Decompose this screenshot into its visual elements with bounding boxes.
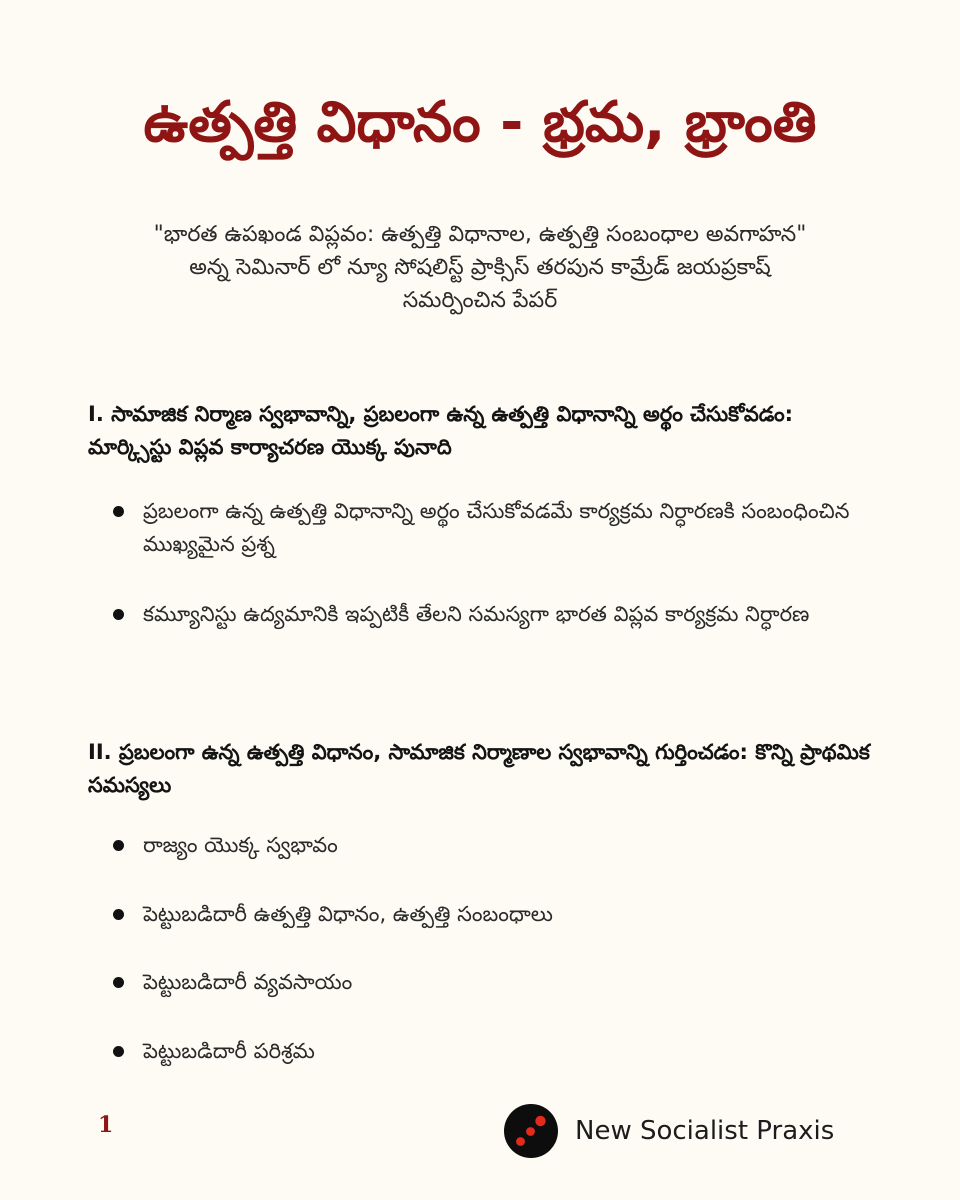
section-2	[88, 736, 878, 1067]
list-item-text: కమ్యూనిస్టు ఉద్యమానికి ఇప్పటికీ తేలని సమస్యగా భారత విప్లవ కార్యక్రమ నిర్ధారణ	[143, 602, 810, 627]
bullet-icon	[113, 977, 124, 988]
list-item-text: రాజ్యం యొక్క స్వభావం	[143, 833, 338, 858]
page-subtitle: "భారత ఉపఖండ విప్లవం: ఉత్పత్తి విధానాల, ఉత్పత్తి సంబంధాల అవగాహన" అన్న సెమినార్ లో న్యూ సోషలిస్ట్ ప్రాక్సిస్ తరపున కామ్రేడ్ జయప్రకాష్ సమర్పించిన పేపర్	[153, 222, 807, 313]
bullet-icon	[113, 506, 124, 517]
list-item-text: పెట్టుబడిదారీ పరిశ్రమ	[143, 1038, 315, 1063]
list-item	[88, 1035, 878, 1068]
bullet-icon	[113, 840, 124, 851]
list-item-text: పెట్టుబడిదారీ ఉత్పత్తి విధానం, ఉత్పత్తి సంబంధాలు	[143, 901, 553, 926]
section-1	[88, 398, 878, 631]
brand-name: New Socialist Praxis	[575, 1116, 835, 1146]
bullet-icon	[113, 609, 124, 620]
page-number: 1	[98, 1112, 114, 1138]
page-title: ఉత్పత్తి విధానం - భ్రమ, భ్రాంతి	[143, 90, 817, 155]
red-dots-circle-icon	[504, 1104, 558, 1158]
list-item	[88, 829, 878, 862]
bullet-icon	[113, 909, 124, 920]
section-heading: I. సామాజిక నిర్మాణ స్వభావాన్ని, ప్రబలంగా ఉన్న ఉత్పత్తి విధానాన్ని అర్థం చేసుకోవడం: మార్క్సిస్టు విప్లవ కార్యాచరణ యొక్క పునాది	[88, 402, 794, 459]
list-item	[88, 495, 878, 560]
section-heading: II. ప్రబలంగా ఉన్న ఉత్పత్తి విధానం, సామాజిక నిర్మాణాల స్వభావాన్ని గుర్తించడం: కొన్ని ప్రాథమిక సమస్యలు	[88, 740, 870, 797]
bullet-list	[88, 829, 878, 1067]
list-item-text: ప్రబలంగా ఉన్న ఉత్పత్తి విధానాన్ని అర్థం చేసుకోవడమే కార్యక్రమ నిర్ధారణకి సంబంధించిన ముఖ్యమైన ప్రశ్న	[143, 499, 850, 556]
list-item-text: పెట్టుబడిదారీ వ్యవసాయం	[143, 970, 353, 995]
list-item	[88, 966, 878, 999]
bullet-list	[88, 495, 878, 631]
brand-footer	[504, 1104, 834, 1158]
list-item	[88, 598, 878, 631]
bullet-icon	[113, 1046, 124, 1057]
list-item	[88, 898, 878, 931]
